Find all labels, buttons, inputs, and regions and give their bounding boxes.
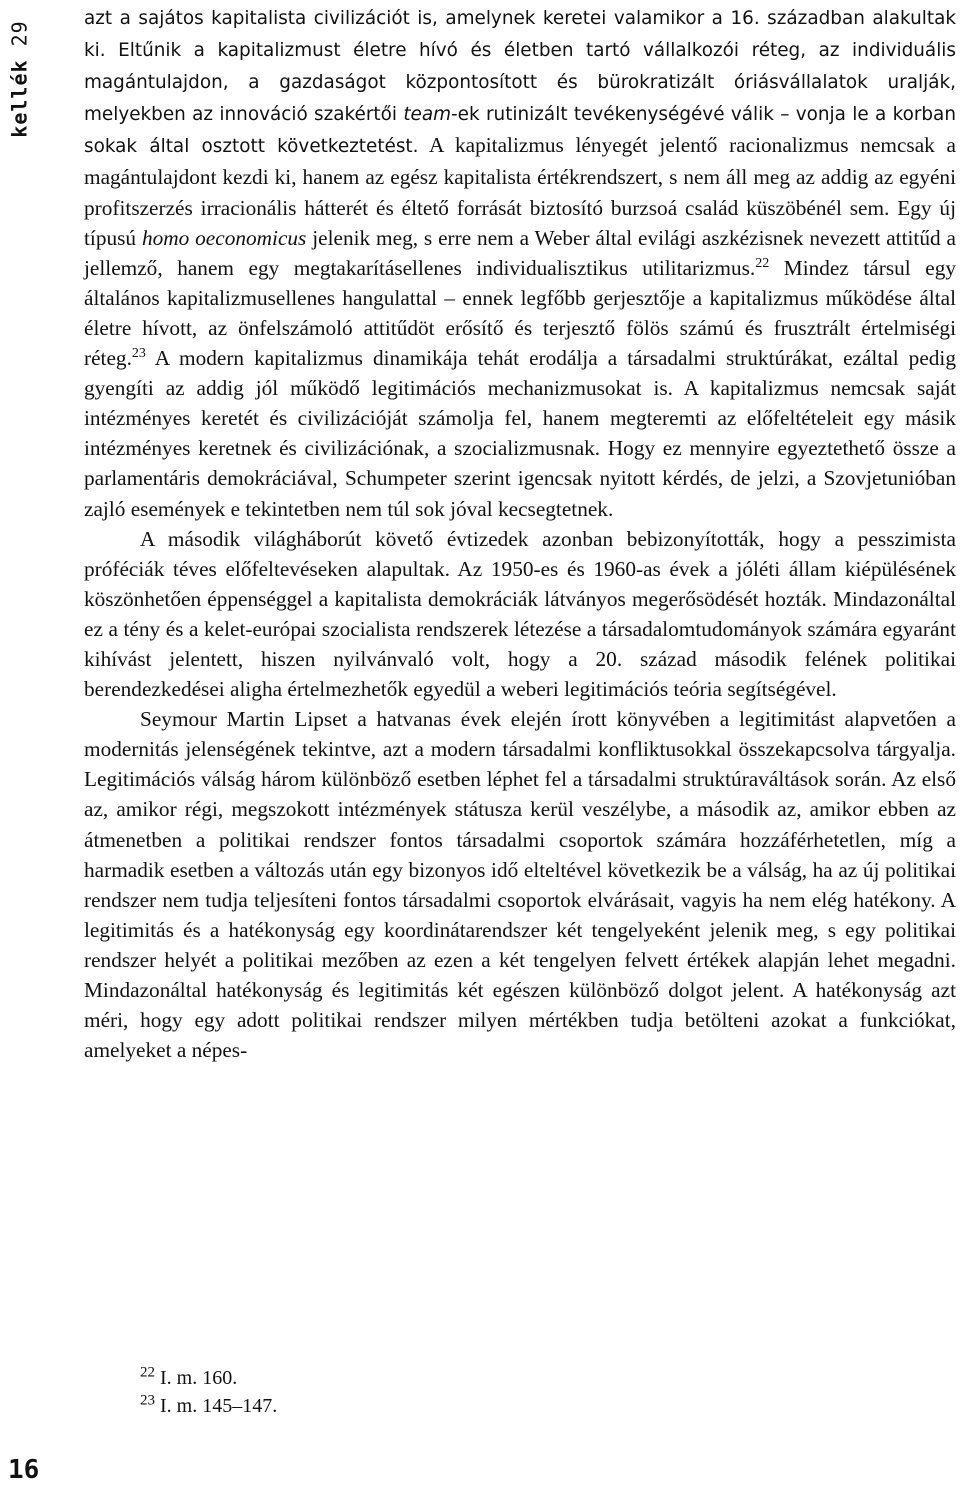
footnotes xyxy=(140,1364,277,1420)
footnote-text: I. m. 145–147. xyxy=(160,1395,278,1417)
text-run: Mindez társul egy általános kapitalizmusellenes hangulattal – ennek legfőbb gerjesztője a kapitalizmus működése által életre hívott, az önfelszámoló attitűdöt erősítő és terjesztő fölös számú és frusztrált értelmiségi réteg. xyxy=(84,255,956,371)
issue-number: 29 xyxy=(8,20,33,47)
text-run: jelenik meg, s erre nem a Weber által evilági aszkézisnek nevezett attitűd a jellemző, hanem egy megtakarításellenes individualisztikus utilitarizmus. xyxy=(84,225,956,280)
text-run: A kapitalizmus lényegét jelentő racionalizmus nemcsak a magántulajdont kezdi ki, hanem az egész kapitalista értékrendszert, s nem áll meg az addig az egyéni profitszerzés irracionális hátterét és éltető forrását biztosító burzsoá család küszöbénél sem. Egy új típusú xyxy=(84,133,956,250)
footnote xyxy=(140,1392,277,1420)
paragraph-3: Seymour Martin Lipset a hatvanas évek elején írott könyvében a legitimitást alapvetően a modernitás jelenségének tekintve, azt a modern társadalmi konfliktusokkal összekapcsolva tárgyalja. Legitimációs válság három különböző esetben léphet fel a társadalmi struktúraváltások során. Az első az, amikor régi, megszokott intézmények státusza kerül veszélybe, a második az, amikor ebben az átmenetben a politikai rendszer fontos társadalmi csoportok számára hozzáférhetetlen, míg a harmadik esetben a változás után egy bizonyos idő elteltével következik be a válság, ha az új politikai rendszer nem tudja teljesíteni fontos társadalmi csoportok elvárásait, vagyis ha nem elég hatékony. A legitimitás és a hatékonyság egy koordinátarendszer két tengelyeként jelenik meg, s egy politikai rendszer helyét a politikai mezőben az ezen a két tengelyen felvett értékek alapján lehet megadni. Mindazonáltal hatékonyság és legitimitás két egészen különböző dolgot jelent. A hatékonyság azt méri, hogy egy adott politikai rendszer milyen mértékben tudja betölteni azokat a funkciókat, amelyeket a népes- xyxy=(84,707,956,1063)
text-run: A modern kapitalizmus dinamikája tehát erodálja a társadalmi struktúrákat, ezáltal pedig gyengíti az addig jól működő legitimációs mechanizmusokat is. A kapitalizmus nemcsak saját intézményes keretét és civilizációját számolja fel, hanem megteremti az előfeltételeit egy másik intézményes keretnek és civilizációnak, a szocializmusnak. Hogy ez mennyire egyeztethető össze a parlamentáris demokráciával, Schumpeter szerint igencsak nyitott kérdés, de jelzi, a Szovjetunióban zajló események e tekintetben nem túl sok jóval kecsegtetnek. xyxy=(84,346,956,521)
footnote-number: 23 xyxy=(140,1392,155,1409)
text-run-italic: team xyxy=(403,104,452,126)
running-header xyxy=(2,4,38,154)
magazine-title: kellék xyxy=(8,59,33,138)
footnote-text: I. m. 160. xyxy=(160,1367,238,1389)
footnote-number: 22 xyxy=(140,1364,155,1381)
article-body xyxy=(84,2,956,1065)
paragraph-1 xyxy=(84,2,956,524)
page-number: 16 xyxy=(8,1455,40,1485)
text-run: azt a sajátos kapitalista civilizációt is, amelynek keretei valamikor a 16. században alakultak ki. Eltűnik a kapitalizmust életre hívó és életben tartó vállalkozói réteg, az individuális magántulajdon, a gazdaságot központosított és bürokratizált óriásvállalatok uralják, melyekben az innováció szakértői xyxy=(84,8,956,126)
text-run-italic: homo oeconomicus xyxy=(141,225,307,250)
footnote-ref: 22 xyxy=(755,255,770,271)
footnote-ref: 23 xyxy=(131,345,146,361)
text-run: -ek rutinizált tevékenységévé válik – vonja le a korban sokak által osztott következtetést. xyxy=(84,104,956,158)
footnote xyxy=(140,1364,277,1392)
paragraph-2: A második világháborút követő évtizedek azonban bebizonyították, hogy a pesszimista próféciák téves előfeltevéseken alapultak. Az 1950-es és 1960-as évek a jóléti állam kiépülésének köszönhetően éppenséggel a kapitalista demokráciák látványos megerősödését hozták. Mindazonáltal ez a tény és a kelet-európai szocialista rendszerek létezése a társadalomtudományok számára egyaránt kihívást jelentett, hiszen nyilvánvaló volt, hogy a 20. század második felének politikai berendezkedései aligha értelmezhetők egyedül a weberi legitimációs teória segítségével. xyxy=(84,526,956,702)
